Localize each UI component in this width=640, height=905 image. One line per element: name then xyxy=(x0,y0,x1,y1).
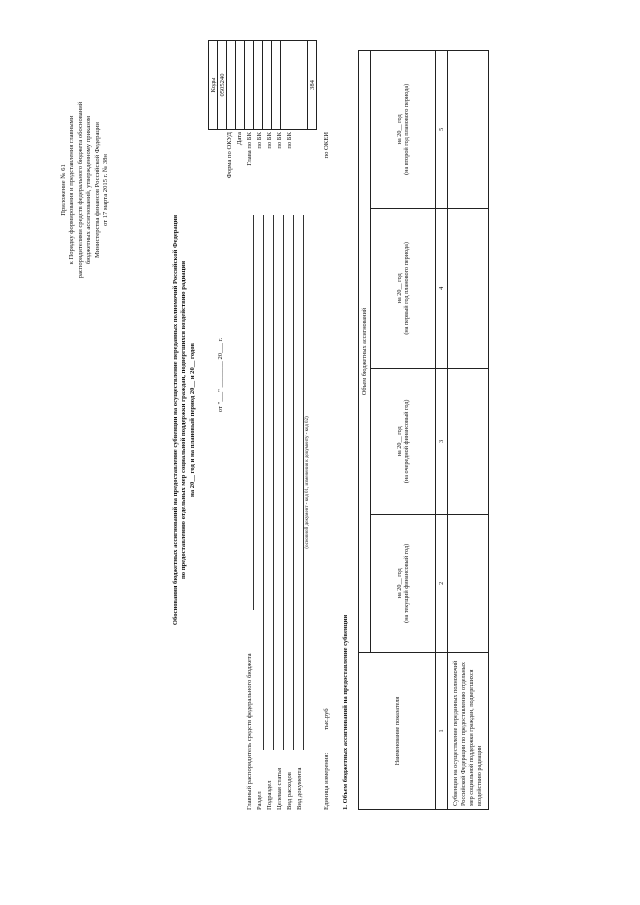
col4-top: на 20__ год xyxy=(396,273,403,304)
bk-code xyxy=(272,41,281,130)
row-name: Субвенции на осуществление переданных полномочий Российской Федерации по предоставлению отдельных мер социальной поддержки граждан, подвергшихся воздействию радиации xyxy=(448,653,489,810)
section-heading: 1. Объем бюджетных ассигнований на предоставление субвенции xyxy=(342,614,349,810)
bk-label: по БК xyxy=(286,132,293,149)
appendix-header xyxy=(60,90,110,290)
col5-sub: (на второй год планового периода) xyxy=(403,83,410,175)
row-cell xyxy=(448,208,489,368)
col3-sub: (на очередной финансовый год) xyxy=(403,399,410,484)
cs-line xyxy=(283,215,284,750)
row-cell xyxy=(448,514,489,652)
name-header: Наименование показателя xyxy=(359,653,436,810)
col-num: 4 xyxy=(436,208,448,368)
okei-code: 384 xyxy=(308,41,317,130)
razdel-label: Раздел xyxy=(256,791,263,810)
date-code xyxy=(227,41,236,130)
col4-sub: (на первый год планового периода) xyxy=(403,242,410,335)
col-num: 1 xyxy=(436,653,448,810)
row-cell xyxy=(448,368,489,514)
podrazdel-line xyxy=(273,215,274,750)
title-line-3: на 20__ год и на плановый период 20__ и 20__ годов xyxy=(188,343,196,497)
bk-label: по БК xyxy=(266,132,273,149)
cs-label: Целевая статья xyxy=(276,767,283,810)
vr-line xyxy=(293,215,294,750)
allocations-table xyxy=(358,50,489,810)
appendix-line: распорядителями средств федерального бюджета обоснований xyxy=(76,101,84,279)
col-num: 3 xyxy=(436,368,448,514)
codes-box xyxy=(208,40,317,130)
razdel-line xyxy=(263,215,264,750)
bk-code xyxy=(245,41,254,130)
codes-header: Коды xyxy=(209,41,218,130)
title-line-2: по предоставлению отдельных мер социальной поддержки граждан, подвергшихся воздействию радиации xyxy=(180,260,188,580)
date-label: Дата xyxy=(236,132,243,146)
document-title xyxy=(172,30,197,810)
col5-header xyxy=(371,51,436,209)
col3-top: на 20__ год xyxy=(396,426,403,457)
row-cell xyxy=(448,51,489,209)
glava-label: Глава по БК xyxy=(246,132,253,166)
empty-code xyxy=(281,41,308,130)
vr-label: Вид расходов xyxy=(286,772,293,810)
col2-header xyxy=(371,514,436,652)
col-num: 5 xyxy=(436,51,448,209)
appendix-line: к Порядку формирования и представления главными xyxy=(68,115,76,265)
vid-doc-line xyxy=(303,215,304,750)
okud-label: Форма по ОКУД xyxy=(226,132,233,179)
col-num: 2 xyxy=(436,514,448,652)
vid-doc-hint: (основной документ - код 01, изменения к документу - код 02) xyxy=(305,416,310,549)
glava-code xyxy=(236,41,245,130)
vid-doc-label: Вид документа xyxy=(296,767,303,810)
bk-label: по БК xyxy=(256,132,263,149)
col3-header xyxy=(371,368,436,514)
unit-value: тыс.руб xyxy=(323,708,330,730)
grbs-line xyxy=(253,215,254,610)
bk-code xyxy=(254,41,263,130)
bk-label: по БК xyxy=(276,132,283,149)
col2-top: на 20__ год xyxy=(396,568,403,599)
title-line-1: Обоснования бюджетных ассигнований на предоставление субвенции на осуществление переданных полномочий Российской Федерации xyxy=(172,214,179,626)
podrazdel-label: Подраздел xyxy=(266,780,273,810)
document-date: от "___" ________ 20___ г. xyxy=(217,337,224,413)
appendix-line: от 17 марта 2015 г. № 38н xyxy=(102,154,110,226)
unit-label: Единица измерения: xyxy=(323,752,330,810)
okei-label: по ОКЕИ xyxy=(323,132,330,159)
group-header: Объем бюджетных ассигнований xyxy=(359,51,371,653)
appendix-line: Приложение № 61 xyxy=(60,164,67,216)
appendix-line: Министерства финансов Российской Федерации xyxy=(93,122,101,258)
document-page xyxy=(20,30,620,810)
col5-top: на 20__ год xyxy=(396,114,403,145)
bk-code xyxy=(263,41,272,130)
okud-code: 0505240 xyxy=(218,41,227,130)
grbs-label: Главный распорядитель средств федерального бюджета xyxy=(246,653,253,810)
col4-header xyxy=(371,208,436,368)
col2-sub: (на текущий финансовый год) xyxy=(403,543,410,623)
appendix-line: бюджетных ассигнований, утвержденному приказом xyxy=(85,115,93,265)
